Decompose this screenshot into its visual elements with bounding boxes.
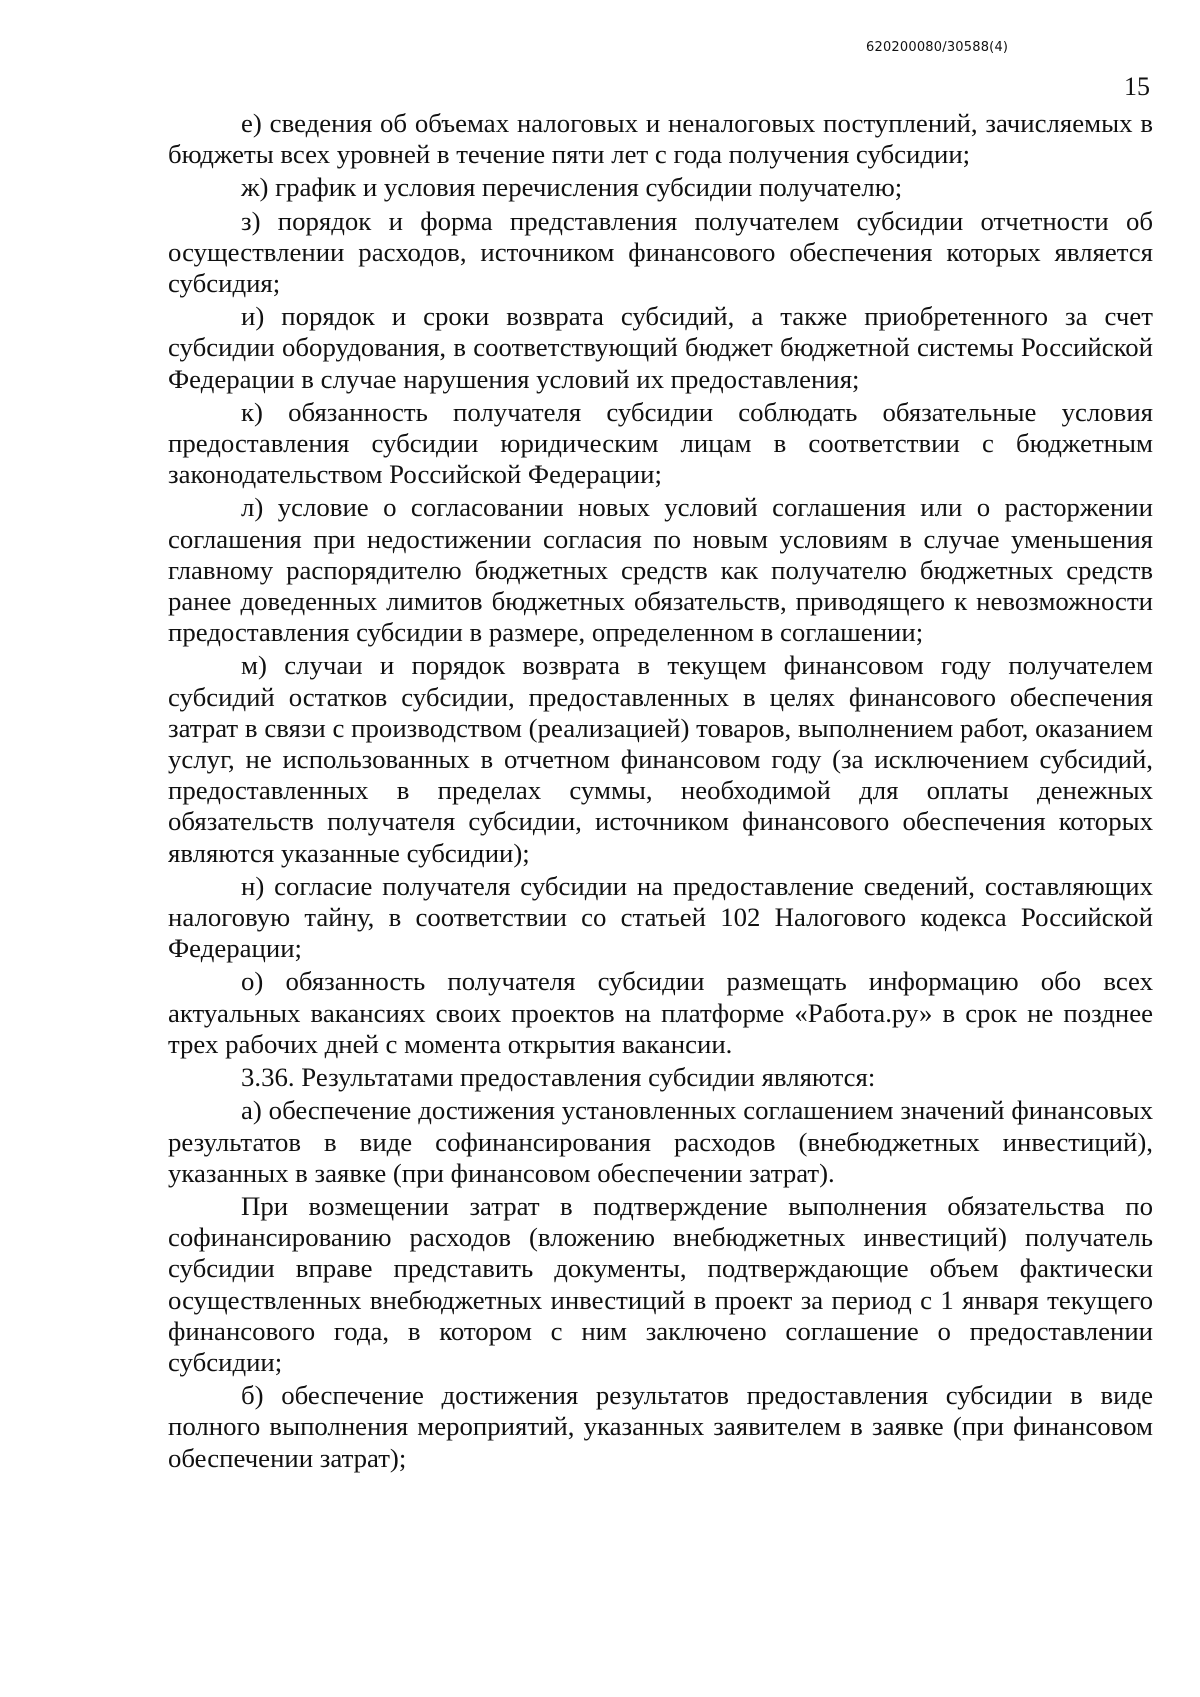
paragraph-m: м) случаи и порядок возврата в текущем финансовом году получателем субсидий остатков субсидии, предоставленных в целях финансового обеспечения затрат в связи с производством (реализацией) товаров, выполнением работ, оказанием услуг, не использованных в отчетном финансовом году (за исключением субсидий, предоставленных в пределах суммы, необходимой для оплаты денежных обязательств получателя субсидии, источником финансового обеспечения которых являются указанные субсидии);: [168, 650, 1153, 868]
paragraph-reimbursement: При возмещении затрат в подтверждение выполнения обязательства по софинансированию расходов (вложению внебюджетных инвестиций) получатель субсидии вправе представить документы, подтверждающие объем фактически осуществленных внебюджетных инвестиций в проект за период с 1 января текущего финансового года, в котором с ним заключено соглашение о предоставлении субсидии;: [168, 1190, 1153, 1377]
paragraph-b: б) обеспечение достижения результатов предоставления субсидии в виде полного выполнения мероприятий, указанных заявителем в заявке (при финансовом обеспечении затрат);: [168, 1380, 1153, 1473]
document-body: [168, 108, 1153, 1476]
paragraph-l: л) условие о согласовании новых условий соглашения или о расторжении соглашения при недостижении согласия по новым условиям в случае уменьшения главному распорядителю бюджетных средств как получателю бюджетных средств ранее доведенных лимитов бюджетных обязательств, приводящего к невозможности предоставления субсидии в размере, определенном в соглашении;: [168, 492, 1153, 648]
page-number: 15: [1124, 72, 1150, 101]
paragraph-a: а) обеспечение достижения установленных соглашением значений финансовых результатов в виде софинансирования расходов (внебюджетных инвестиций), указанных в заявке (при финансовом обеспечении затрат).: [168, 1095, 1153, 1188]
paragraph-k: к) обязанность получателя субсидии соблюдать обязательные условия предоставления субсидии юридическим лицам в соответствии с бюджетным законодательством Российской Федерации;: [168, 396, 1153, 490]
paragraph-n: н) согласие получателя субсидии на предоставление сведений, составляющих налоговую тайну, в соответствии со статьей 102 Налогового кодекса Российской Федерации;: [168, 870, 1153, 964]
paragraph-e: е) сведения об объемах налоговых и неналоговых поступлений, зачисляемых в бюджеты всех уровней в течение пяти лет с года получения субсидии;: [168, 108, 1153, 170]
paragraph-o: о) обязанность получателя субсидии размещать информацию обо всех актуальных вакансиях своих проектов на платформе «Работа.ру» в срок не позднее трех рабочих дней с момента открытия вакансии.: [168, 966, 1153, 1059]
paragraph-zh: ж) график и условия перечисления субсидии получателю;: [241, 172, 903, 203]
document-code: 620200080/30588(4): [866, 40, 1009, 55]
paragraph-i: и) порядок и сроки возврата субсидий, а также приобретенного за счет субсидии оборудования, в соответствующий бюджет бюджетной системы Российской Федерации в случае нарушения условий их предоставления;: [168, 301, 1153, 394]
paragraph-3-36: 3.36. Результатами предоставления субсидии являются:: [241, 1062, 876, 1093]
paragraph-z: з) порядок и форма представления получателем субсидии отчетности об осуществлении расходов, источником финансового обеспечения которых является субсидия;: [168, 205, 1153, 299]
